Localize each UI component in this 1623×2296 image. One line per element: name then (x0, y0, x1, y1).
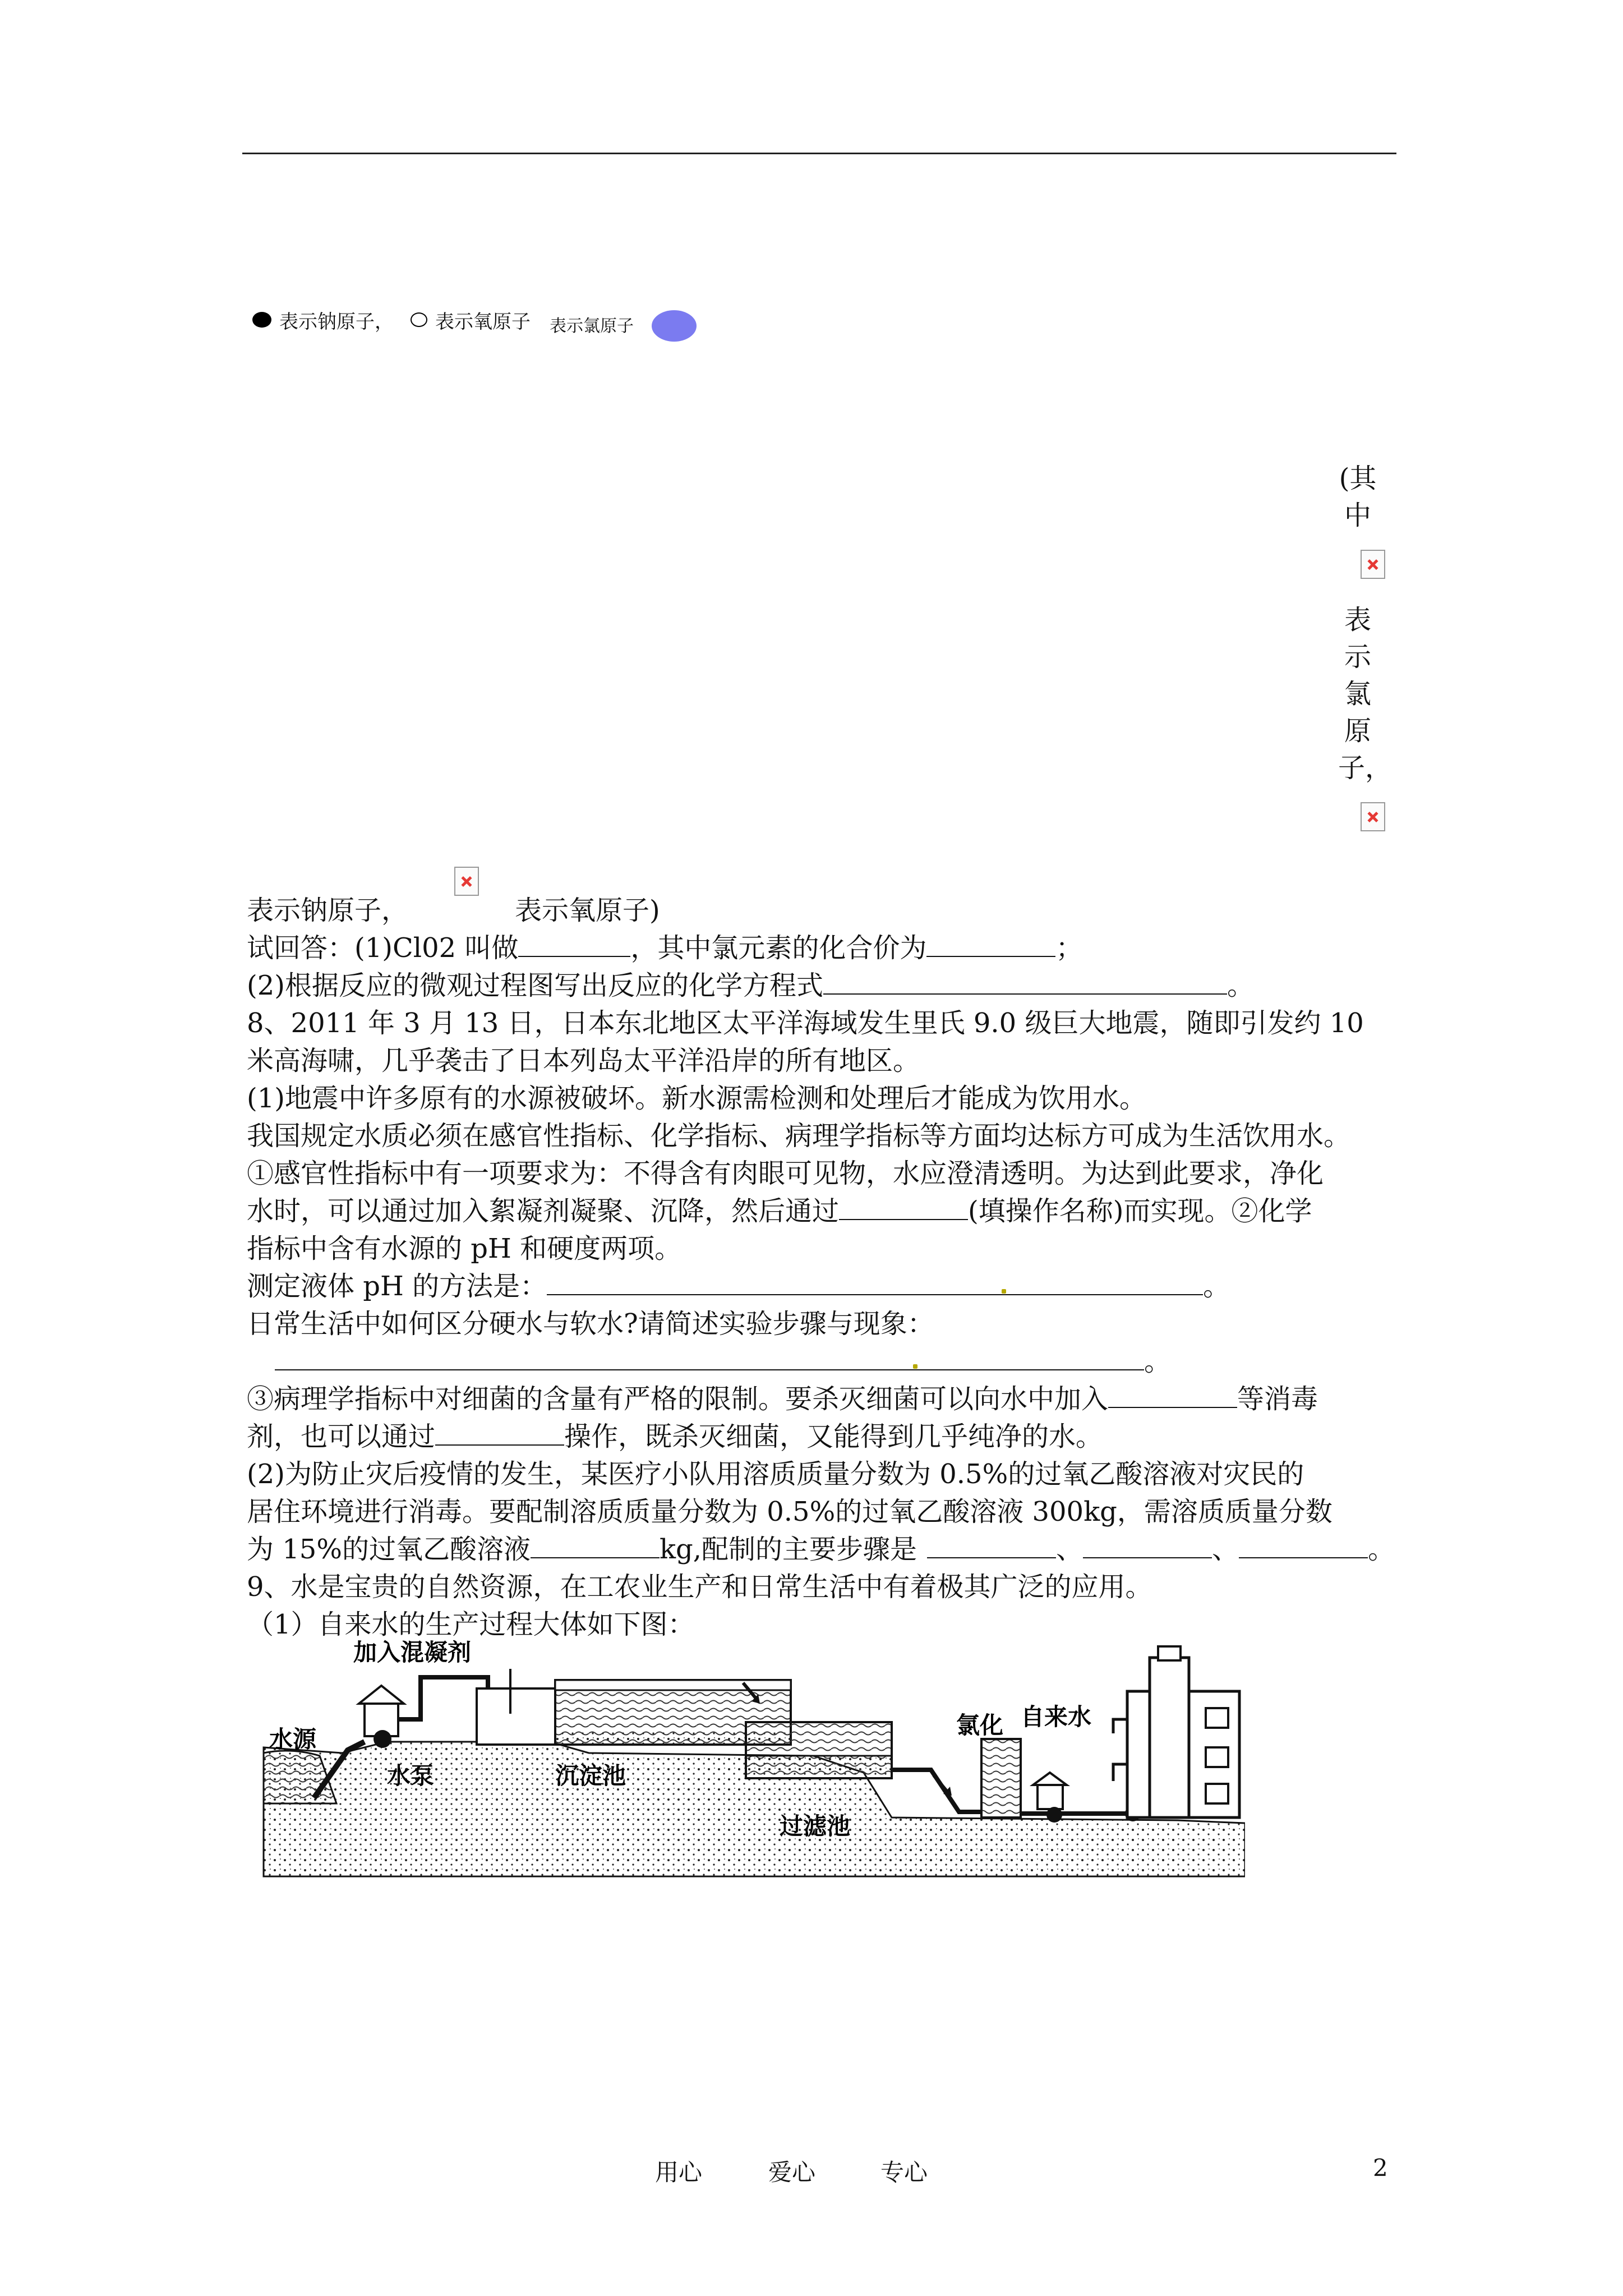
text-line: 8、2011 年 3 月 13 日，日本东北地区太平洋海域发生里氏 9.0 级巨大地震，随即引发约 10 (247, 1007, 1364, 1039)
footer-text-1: 用心 (655, 2159, 703, 2186)
text-line: (2)为防止灾后疫情的发生，某医疗小队用溶质质量分数为 0.5%的过氧乙酸溶液对灾民的 (247, 1458, 1304, 1490)
tap-pipe (1113, 1764, 1127, 1781)
pump-roof (359, 1686, 404, 1704)
filter-outlet-pipe (892, 1770, 981, 1812)
coagulant-pipe (398, 1677, 488, 1719)
label-add-coagulant: 加入混凝剂 (353, 1639, 472, 1666)
text-line: 居住环境进行消毒。要配制溶质质量分数为 0.5%的过氧乙酸溶液 300kg，需溶质质量分数 (247, 1496, 1332, 1527)
settling-tank-rim (555, 1680, 791, 1690)
side-note-4: 示 (1344, 641, 1371, 673)
text-line: 9、水是宝贵的自然资源，在工农业生产和日常生活中有着极其广泛的应用。 (247, 1571, 1152, 1603)
label-filter-tank: 过滤池 (780, 1812, 851, 1840)
answer-blank[interactable] (927, 1531, 1056, 1558)
text-line: 表示钠原子， 表示氧原子) (247, 895, 660, 926)
side-note-1: (其 (1339, 463, 1377, 494)
broken-image-icon (1361, 550, 1385, 579)
tower-top (1158, 1646, 1181, 1660)
text-line: (1)地震中许多原有的水源被破坏。新水源需检测和处理后才能成为饮用水。 (247, 1083, 1146, 1114)
answer-blank[interactable] (926, 930, 1055, 957)
side-note-3: 表 (1344, 604, 1371, 636)
text-line: 指标中含有水源的 pH 和硬度两项。 (247, 1233, 682, 1264)
header-rule (242, 153, 1396, 154)
text-line: ①感官性指标中有一项要求为：不得含有肉眼可见物，水应澄清透明。为达到此要求，净化 (247, 1158, 1324, 1189)
legend-chlorine: 表示氯原子 (550, 316, 634, 336)
answer-blank[interactable] (1083, 1531, 1212, 1558)
label-chlorination: 氯化 (956, 1711, 1004, 1739)
text-line: 测定液体 pH 的方法是： 。 (247, 1268, 1402, 1305)
label-water-source: 水源 (269, 1726, 317, 1753)
pump-icon (374, 1730, 391, 1748)
text-line: 我国规定水质必须在感官性指标、化学指标、病理学指标等方面均达标方可成为生活饮用水。 (247, 1120, 1351, 1152)
footer-text-2: 爱心 (768, 2159, 816, 2186)
answer-blank[interactable] (531, 1531, 660, 1558)
text-line: (2)根据反应的微观过程图写出反应的化学方程式 。 (247, 967, 1402, 1005)
tap-pipe (1113, 1719, 1127, 1733)
text-line: 米高海啸，几乎袭击了日本列岛太平洋沿岸的所有地区。 (247, 1045, 920, 1076)
text-line: 。 (247, 1343, 1402, 1381)
oxygen-atom-icon (411, 312, 427, 327)
label-settling-tank: 沉淀池 (555, 1762, 626, 1789)
window (1206, 1708, 1228, 1728)
question-text (247, 892, 1402, 1644)
text-line: 试回答：(1)Cl02 叫做 ，其中氯元素的化合价为 ； (247, 930, 1402, 967)
window (1206, 1747, 1228, 1767)
sodium-atom-icon (252, 312, 271, 328)
side-note-6: 原 (1344, 715, 1371, 747)
atom-legend (252, 303, 697, 337)
chlorine-atom-icon (652, 310, 697, 342)
answer-blank[interactable] (435, 1419, 564, 1446)
text-line: ③病理学指标中对细菌的含量有严格的限制。要杀灭细菌可以向水中加入 等消毒 (247, 1381, 1402, 1418)
chlorination-tank (981, 1739, 1021, 1818)
answer-blank[interactable] (547, 1268, 1203, 1295)
mixing-tank (477, 1688, 555, 1745)
text-line: （1）自来水的生产过程大体如下图： (247, 1609, 695, 1640)
answer-blank[interactable] (275, 1343, 1144, 1370)
filter-layer (746, 1756, 892, 1778)
text-line: 日常生活中如何区分硬水与软水?请简述实验步骤与现象： (247, 1308, 934, 1340)
text-line: 为 15%的过氧乙酸溶液 kg,配制的主要步骤是 、 、 。 (247, 1531, 1402, 1568)
label-tap-water: 自来水 (1021, 1703, 1092, 1731)
stray-mark (913, 1364, 917, 1369)
answer-blank[interactable] (823, 968, 1227, 995)
broken-image-icon (1361, 802, 1385, 831)
side-note-7: 子， (1338, 752, 1393, 784)
stray-mark (1002, 1289, 1006, 1294)
label-pump: 水泵 (387, 1762, 435, 1789)
answer-blank[interactable] (1239, 1531, 1368, 1558)
page-number: 2 (1373, 2154, 1388, 2182)
legend-sodium: 表示钠原子， (279, 310, 394, 333)
window (1206, 1784, 1228, 1803)
legend-oxygen: 表示氧原子 (435, 310, 531, 333)
answer-blank[interactable] (1108, 1381, 1237, 1408)
text-line: 水时，可以通过加入絮凝剂凝聚、沉降，然后通过 (填操作名称)而实现。②化学 (247, 1193, 1402, 1230)
footer-text-3: 专心 (880, 2159, 928, 2186)
distribution-pump-roof (1033, 1773, 1067, 1785)
water-treatment-diagram (252, 1635, 1245, 1879)
answer-blank[interactable] (839, 1193, 968, 1220)
answer-blank[interactable] (518, 930, 630, 957)
flow-arrow (934, 1775, 948, 1792)
distribution-pump-house (1038, 1784, 1063, 1809)
text-line: 剂，也可以通过 操作，既杀灭细菌，又能得到几乎纯净的水。 (247, 1418, 1402, 1456)
side-note-5: 氯 (1344, 678, 1371, 710)
water-tower (1150, 1658, 1189, 1818)
side-note-2: 中 (1344, 500, 1371, 531)
